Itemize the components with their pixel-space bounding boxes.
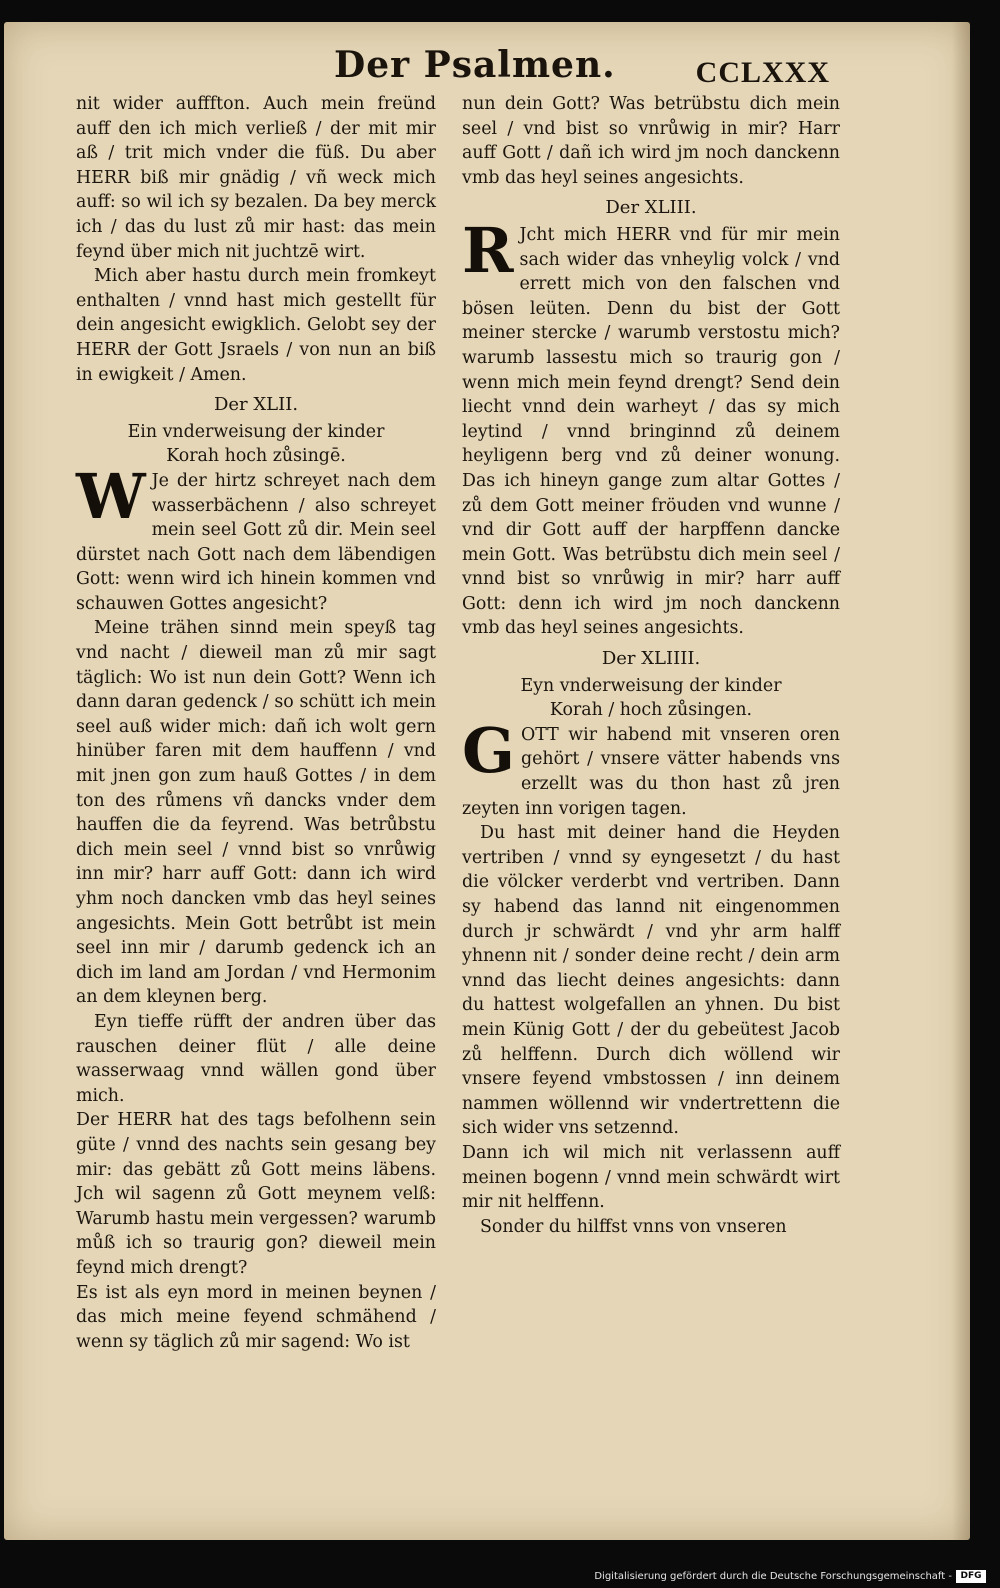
- left-para-1: nit wider aufffton. Auch mein freünd auff den ich mich verließ / der mit mir aß / trit mich vnder die füß. Du aber HERR biß mir gnädig / vñ weck mich auff: so wil ich sy bezalen. Da bey merck ich / das du lust zů mir hast: das mein feynd über mich nit juchtzē wirt.: [76, 94, 436, 262]
- footer-bar: [0, 1562, 1000, 1588]
- left-column: [76, 92, 436, 1354]
- psalm-42-subheading-2: Korah hoch zůsingē.: [166, 446, 346, 467]
- psalm-42-text: Je der hirtz schreyet nach dem wasserbächenn / also schreyet mein seel Gott zů dir. Mein seel dürstet nach Gott nach dem läbendigen Gott: wenn wird ich hinein kommen vnd schauwen Gottes angesicht?: [76, 470, 436, 614]
- psalm-44-text: OTT wir habend mit vnseren oren gehört / vnsere vätter habends vns erzellt was du thon hast zů jren zeyten inn vorigen tagen.: [462, 724, 840, 819]
- book-page: [4, 22, 970, 1540]
- psalm-43-opening: [462, 213, 840, 641]
- left-para-7: Es ist als eyn mord in meinen beynen / das mich meine feyend schmähend / wenn sy täglich zů mir sagend: Wo ist: [76, 1282, 436, 1352]
- psalm-44-subheading-2: Korah / hoch zůsingen.: [549, 700, 753, 721]
- left-para-5: Eyn tieffe rüfft der andren über das rauschen deiner flüt / alle deine wasserwaag vnnd wällen gond über mich.: [76, 1011, 436, 1106]
- right-para-4: Du hast mit deiner hand die Heyden vertriben / vnnd sy eyngesetzt / du hast die völcker verderbt vnd vertriben. Dann sy habend das lannd nit eingenommen durch jr schwärdt / vnd yhr arm halff yhnenn nit / sonder deine recht / dein arm vnnd das liecht deines angesichts: dann du hattest wolgefallen an yhnen. Du bist mein Künig Gott / der du gebeütest Jacob zů helffenn. Durch dich wöllend wir vnsere feyend vmbstossen / inn deinem nammen wöllennd wir vndertrettenn die sich wider vns setzennd.: [462, 823, 840, 1139]
- psalm-42-subheading-1: Ein vnderweisung der kinder: [127, 421, 385, 442]
- psalm-44-subheading-1: Eyn vnderweisung der kinder: [520, 675, 782, 696]
- psalm-43-text: Jcht mich HERR vnd für mir mein sach wider das vnheylig volck / vnd errett mich von den falschen vnd bösen leüten. Denn du bist der Gott meiner stercke / warumb verstostu mich? warumb lassestu mich so traurig gon / wenn mich mein feynd drengt? Send dein liecht vnnd dein warheyt / das sy mich leytind / vnnd bringinnd zů deinem heyligenn berg vnd zů deiner wonung. Das ich hineyn gange zum altar Gottes / zů dem Gott meiner fröuden vnd wunne / vnd dir Gott auff der harpffenn dancke mein Gott. Was betrübstu dich mein seel / vnnd bist so vnrůwig in mir? harr auff Gott: denn ich wird jm noch danckenn vmb das heyl seines angesichts.: [462, 224, 840, 639]
- dfg-logo: DFG: [956, 1570, 986, 1583]
- page-edge-shadow: [952, 22, 970, 1540]
- psalm-43-heading: Der XLIII.: [605, 197, 697, 219]
- psalm-44-opening: [462, 713, 840, 821]
- left-para-2: Mich aber hastu durch mein fromkeyt enthalten / vnnd hast mich gestellt für dein angesicht ewigklich. Gelobt sey der HERR der Gott Jsraels / von nun an biß in ewigkeit / Amen.: [76, 266, 436, 385]
- psalm-42-opening: [76, 459, 436, 617]
- right-column: [462, 92, 840, 1239]
- psalm-42-heading: Der XLII.: [213, 394, 299, 416]
- right-para-1: nun dein Gott? Was betrübstu dich mein seel / vnd bist so vnrůwig in mir? Harr auff Gott / dañ ich wird jm noch danckenn vmb das heyl seines angesichts.: [462, 94, 840, 188]
- drop-cap-w: W: [76, 459, 146, 533]
- right-para-5: Dann ich wil mich nit verlassenn auff meinen bogenn / vnnd mein schwärdt wirt mir nit helffenn.: [462, 1142, 840, 1213]
- psalm-44-heading: Der XLIIII.: [601, 648, 701, 670]
- drop-cap-r: R: [462, 213, 514, 287]
- left-para-4: Meine trähen sinnd mein speyß tag vnd nacht / dieweil man zů mir sagt täglich: Wo ist nun dein Gott? Wenn ich dann daran gedenck / so schütt ich mein seel auß wider mich: dañ ich wolt gern hinüber faren mit dem hauffenn / vnd mit jnen gon zum hauß Gottes / in dem ton des růmens vñ dancks vnder dem hauffen die da feyrend. Was betrůbstu dich mein seel / vnnd bist so vnrůwig inn mir? harr auff Gott: dann ich wird yhm noch dancken vmb das heyl seines angesichts. Mein Gott betrůbt ist mein seel inn mir / darumb gedenck ich an dich im land am Jordan / vnd Hermonim an dem kleynen berg.: [76, 618, 436, 1008]
- folio-number: CCLXXX: [695, 56, 830, 89]
- drop-cap-g: G: [462, 713, 515, 787]
- left-para-6: Der HERR hat des tags befolhenn sein güte / vnnd des nachts sein gesang bey mir: das gebätt zů Gott meins läbens. Jch wil sagenn zů Gott meynem velß: Warumb hastu mein vergessen? warumb můß ich so traurig gon? dieweil mein feynd mich drengt?: [76, 1110, 436, 1278]
- funding-credit: Digitalisierung gefördert durch die Deutsche Forschungsgemeinschaft -: [594, 1571, 952, 1582]
- running-head: Der Psalmen.: [334, 44, 616, 86]
- right-para-6: Sonder du hilffst vnns von vnseren: [480, 1216, 787, 1237]
